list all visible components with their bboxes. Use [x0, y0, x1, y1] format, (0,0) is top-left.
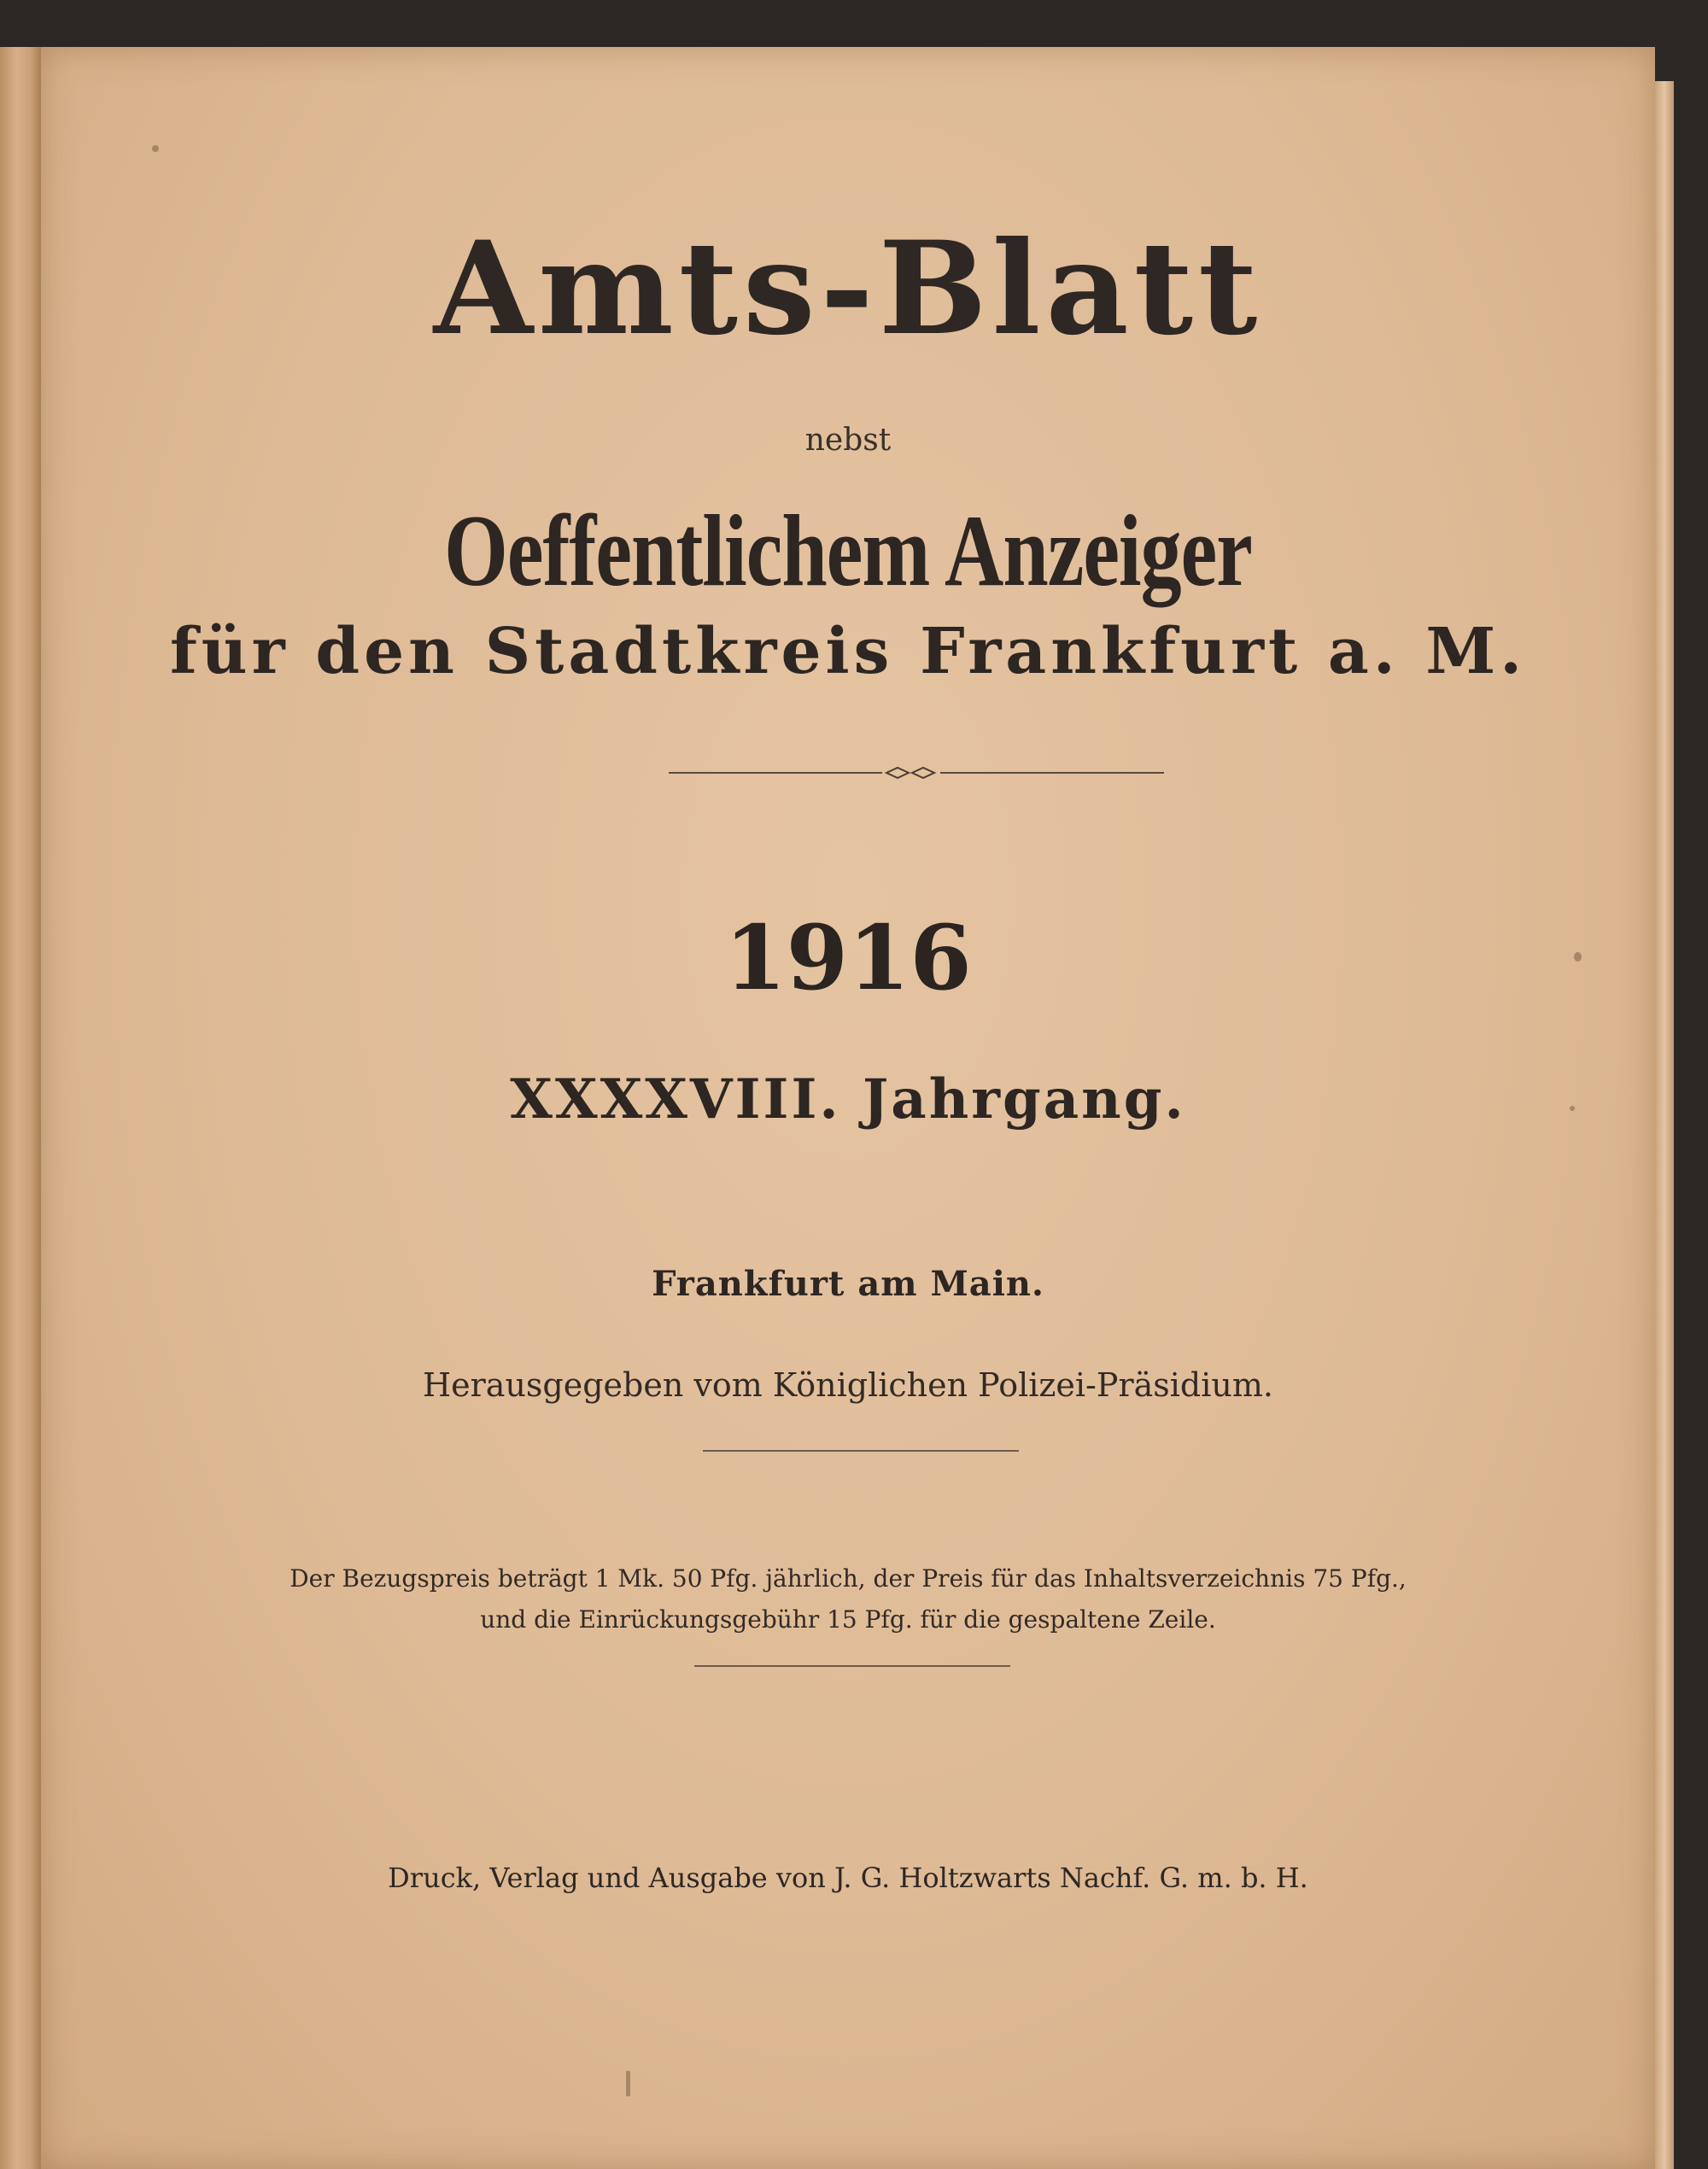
- nebst-text: nebst: [804, 423, 892, 458]
- document-title: Amts-Blatt: [433, 213, 1263, 364]
- paper-speck: [1570, 1106, 1575, 1111]
- title-page: [41, 47, 1655, 2169]
- printer-imprint: Druck, Verlag und Ausgabe von J. G. Holtzwarts Nachf. G. m. b. H.: [388, 1862, 1308, 1894]
- page-edge: [1655, 81, 1674, 2169]
- paper-speck: [152, 145, 159, 152]
- price-notice: [41, 1558, 1655, 1640]
- divider-rule-2: [694, 1665, 1010, 1667]
- document-subtitle: Oeffentlichem Anzeiger: [444, 493, 1252, 608]
- paper-speck: [626, 2071, 630, 2096]
- ornament-divider: [669, 764, 1164, 781]
- paper-speck: [1574, 952, 1582, 962]
- year: 1916: [724, 905, 972, 1010]
- book-spine: [0, 47, 41, 2169]
- price-line-1: Der Bezugspreis beträgt 1 Mk. 50 Pfg. jährlich, der Preis für das Inhaltsverzeichnis 75 Pfg.,: [290, 1564, 1407, 1593]
- region-line: für den Stadtkreis Frankfurt a. M.: [169, 615, 1527, 688]
- publisher-line: Herausgegeben vom Königlichen Polizei-Präsidium.: [423, 1366, 1273, 1404]
- price-line-2: und die Einrückungsgebühr 15 Pfg. für die gespaltene Zeile.: [480, 1605, 1216, 1634]
- publication-city: Frankfurt am Main.: [652, 1264, 1044, 1304]
- divider-rule-1: [703, 1450, 1019, 1452]
- volume-number: XXXXVIII. Jahrgang.: [510, 1067, 1186, 1131]
